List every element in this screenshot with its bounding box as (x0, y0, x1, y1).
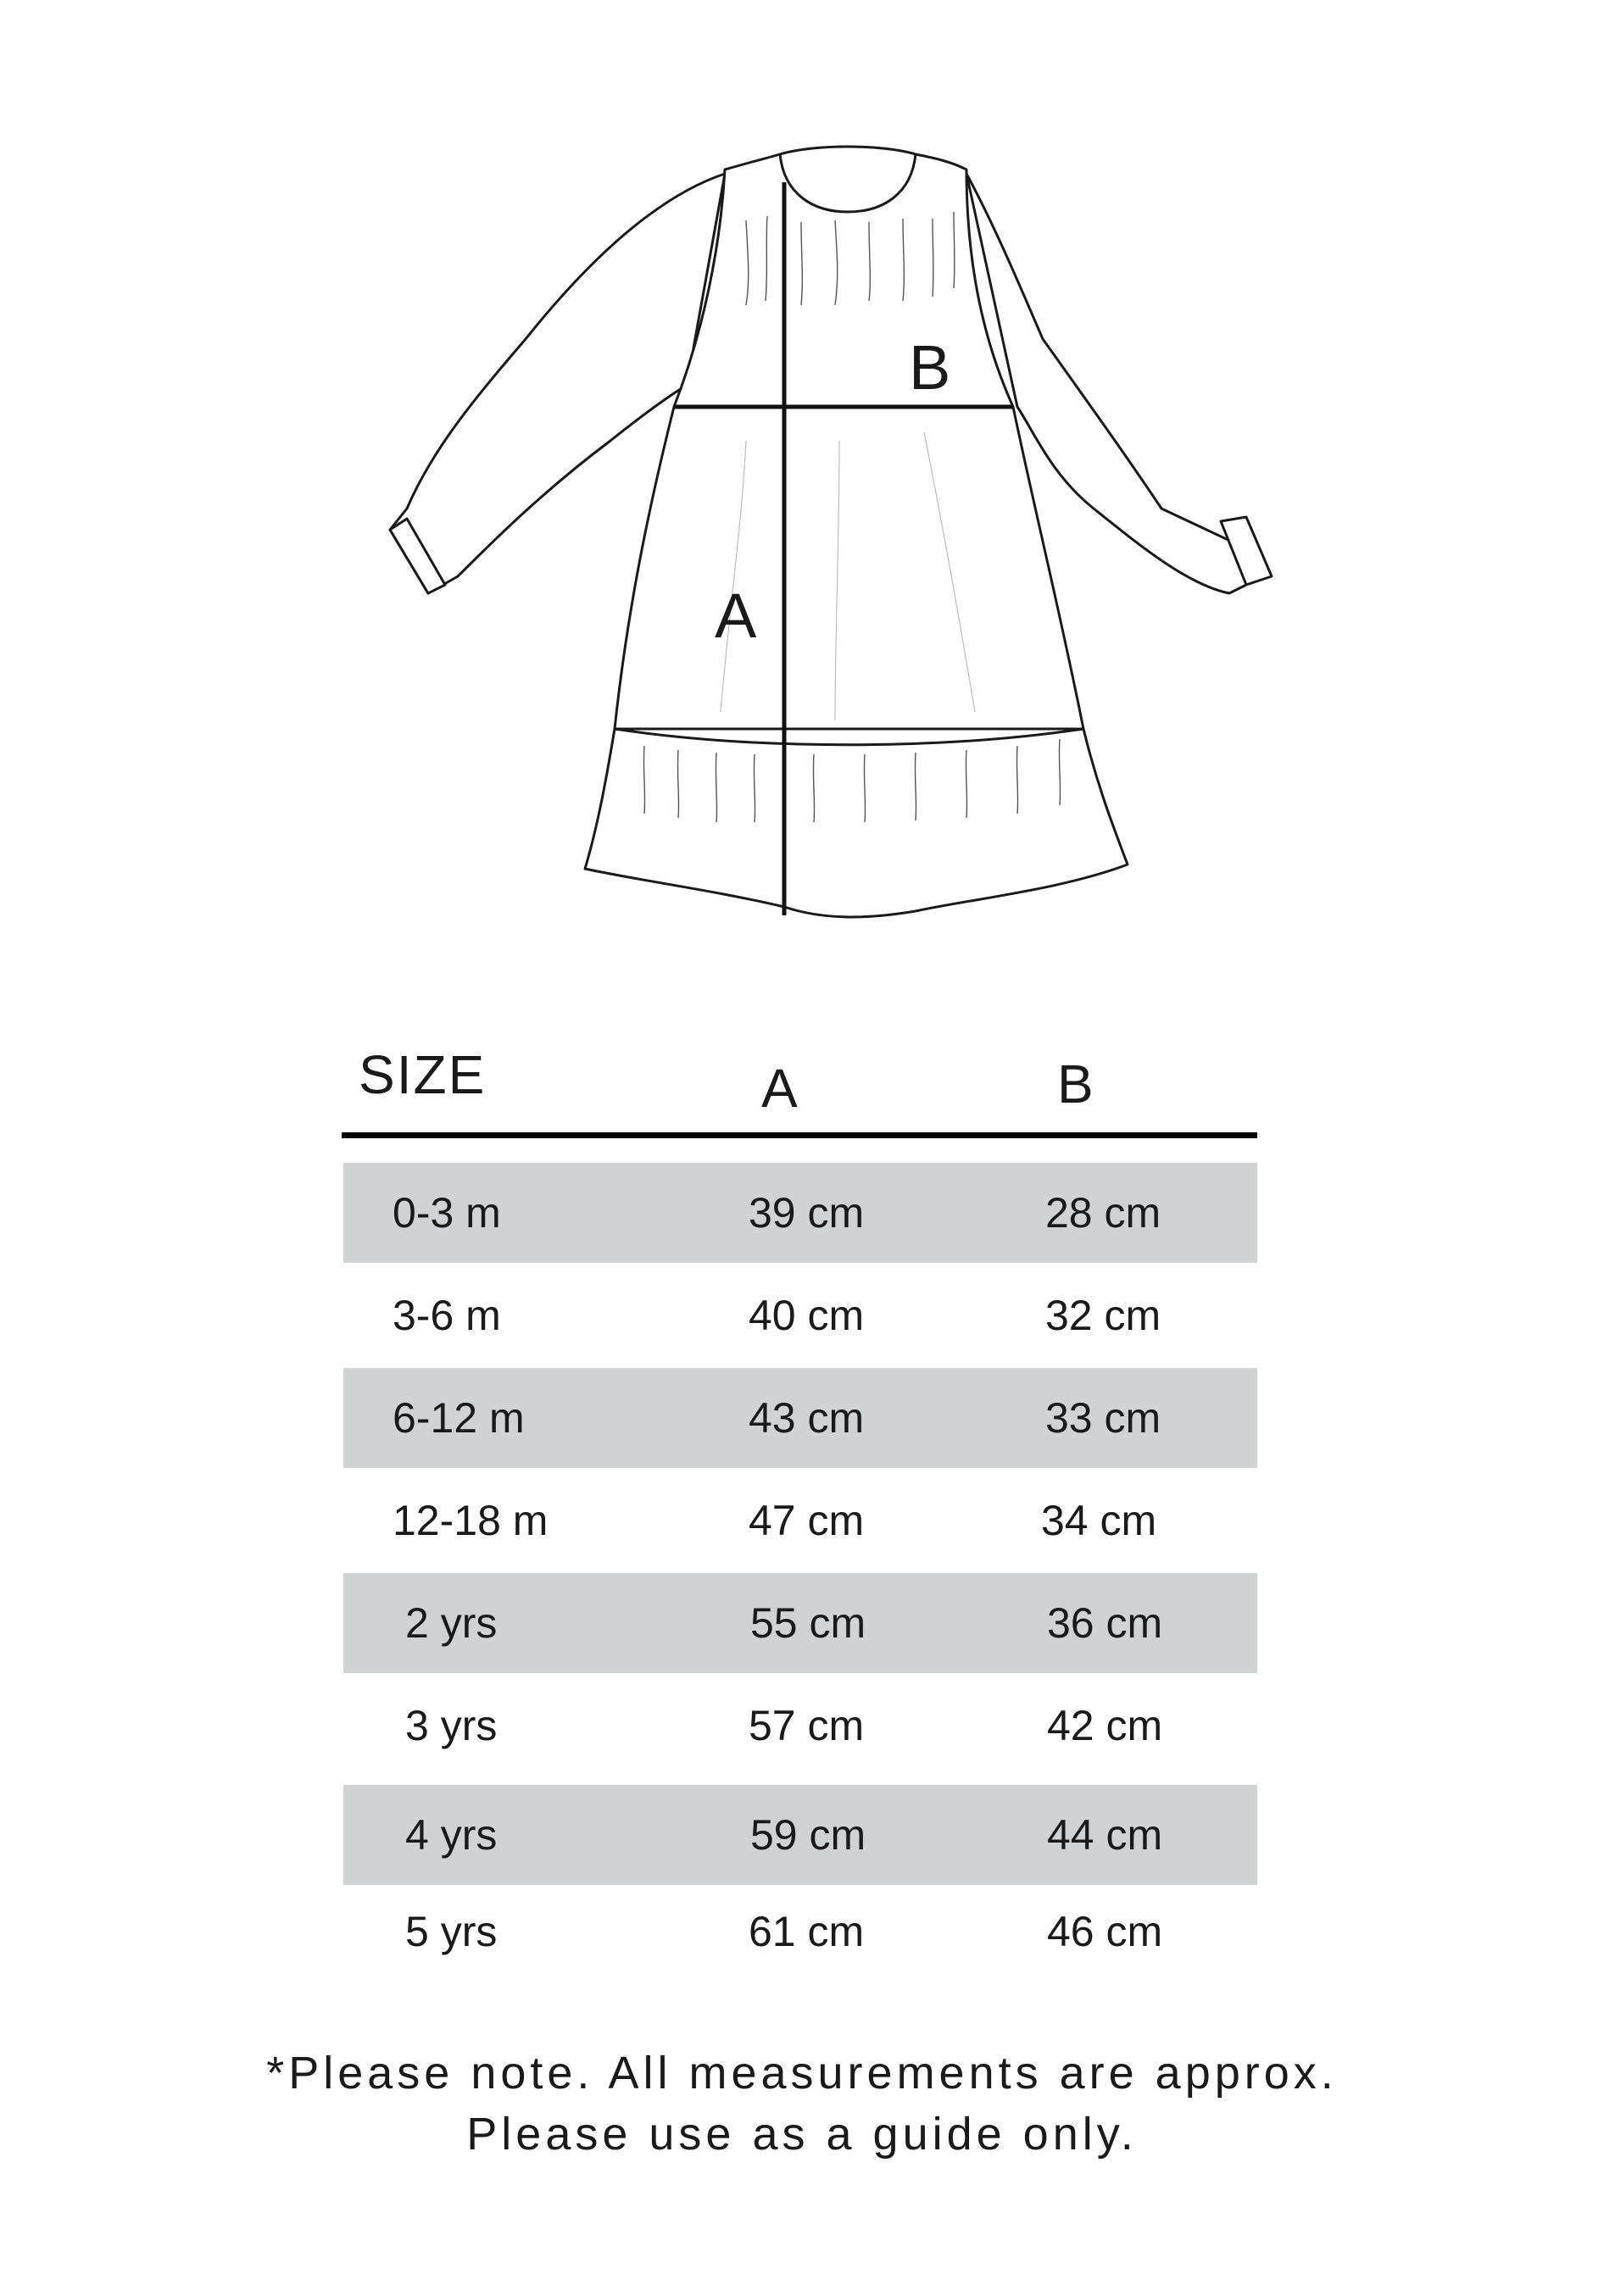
table-row (343, 1163, 1257, 1263)
note-line-1: *Please note. All measurements are approx. (266, 2048, 1338, 2099)
dress-illustration (0, 0, 1604, 941)
table-row (343, 1368, 1257, 1468)
table-row (343, 1573, 1257, 1673)
note-line-2: Please use as a guide only. (466, 2109, 1138, 2160)
size-cell: 5 yrs (405, 1908, 498, 1955)
b-cell: 34 cm (1041, 1497, 1157, 1544)
a-cell: 40 cm (749, 1292, 865, 1339)
size-cell: 2 yrs (405, 1599, 498, 1647)
b-cell: 33 cm (1045, 1394, 1161, 1442)
header-b: B (1057, 1053, 1095, 1115)
disclaimer-note (0, 2043, 1604, 2165)
a-cell: 39 cm (749, 1189, 865, 1237)
table-row (343, 1470, 1257, 1571)
header-divider (342, 1132, 1257, 1138)
a-cell: 43 cm (749, 1394, 865, 1442)
a-cell: 55 cm (750, 1599, 866, 1647)
diagram-label-a: A (715, 581, 757, 651)
a-cell: 61 cm (749, 1908, 865, 1955)
table-row (343, 1785, 1257, 1885)
size-cell: 3-6 m (393, 1292, 501, 1339)
b-cell: 28 cm (1045, 1189, 1161, 1237)
header-a: A (761, 1058, 799, 1119)
a-cell: 59 cm (750, 1811, 866, 1859)
b-cell: 42 cm (1047, 1702, 1163, 1749)
b-cell: 46 cm (1047, 1908, 1163, 1955)
table-row (343, 1882, 1257, 1982)
skirt (615, 407, 1083, 729)
ruffle (585, 729, 1128, 917)
b-cell: 32 cm (1045, 1292, 1161, 1339)
a-cell: 47 cm (749, 1497, 865, 1544)
b-cell: 44 cm (1047, 1811, 1163, 1859)
table-row (343, 1265, 1257, 1365)
size-cell: 3 yrs (405, 1702, 498, 1749)
size-cell: 6-12 m (393, 1394, 525, 1442)
header-size: SIZE (359, 1044, 487, 1105)
size-cell: 4 yrs (405, 1811, 498, 1859)
size-cell: 12-18 m (393, 1497, 549, 1544)
b-cell: 36 cm (1047, 1599, 1163, 1647)
table-row (343, 1676, 1257, 1776)
diagram-label-b: B (909, 332, 951, 403)
a-cell: 57 cm (749, 1702, 865, 1749)
size-cell: 0-3 m (393, 1189, 501, 1237)
